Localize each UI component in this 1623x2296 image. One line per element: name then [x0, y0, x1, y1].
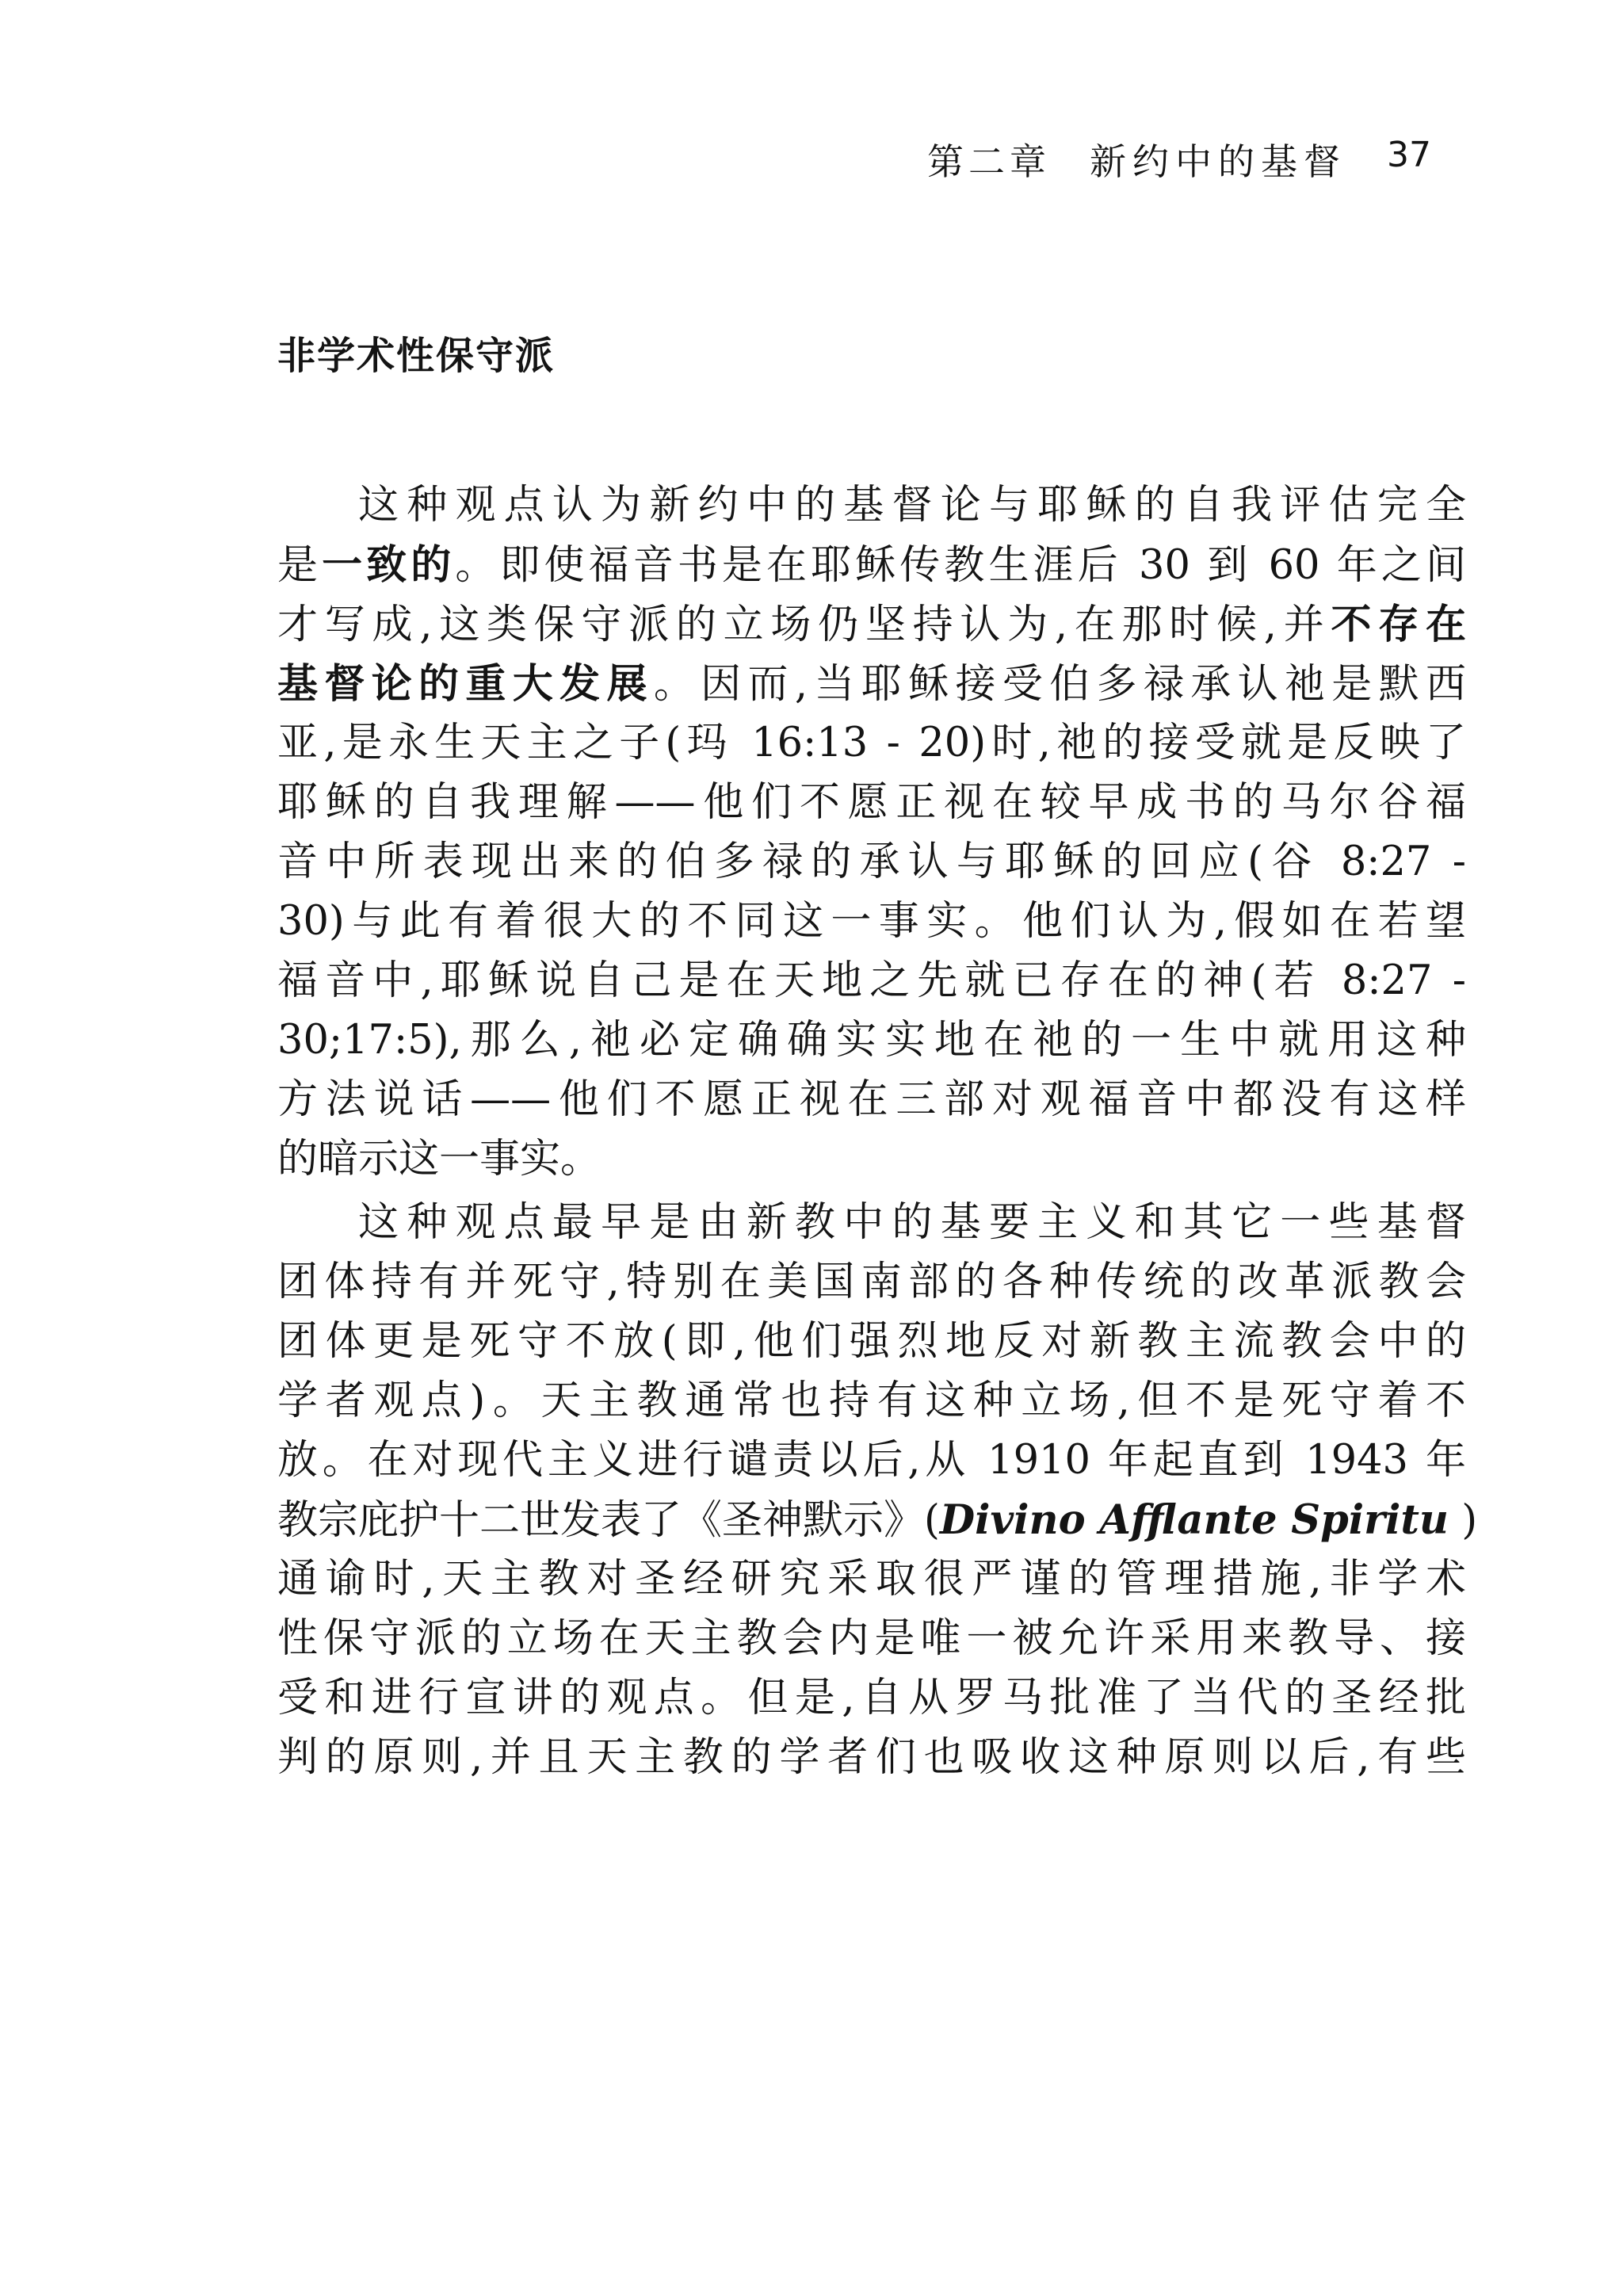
text-line: 团体更是死守不放(即,他们强烈地反对新教主流教会中的	[277, 1318, 1466, 1365]
text-run: 。因而,当耶稣接受伯多禄承认祂是默西	[653, 661, 1466, 708]
text-run: 是	[277, 542, 323, 589]
text-line: 亚,是永生天主之子(玛 16:13 - 20)时,祂的接受就是反映了	[277, 720, 1466, 766]
emphasis-text: 不存在	[1331, 601, 1466, 648]
text-line: 性保守派的立场在天主教会内是唯一被允许采用来教导、接	[277, 1615, 1466, 1662]
text-line: 受和进行宣讲的观点。但是,自从罗马批准了当代的圣经批	[277, 1675, 1466, 1721]
text-line: 学者观点)。天主教通常也持有这种立场,但不是死守着不	[277, 1377, 1466, 1424]
section-heading: 非学术性保守派	[277, 334, 556, 378]
text-line: 30;17:5),那么,祂必定确确实实地在祂的一生中就用这种	[277, 1017, 1466, 1064]
text-line: 音中所表现出来的伯多禄的承认与耶稣的回应(谷 8:27 -	[277, 839, 1466, 885]
text-line	[277, 597, 1466, 652]
page-number: 37	[1387, 135, 1431, 175]
text-line	[277, 656, 1466, 712]
text-line: 这种观点认为新约中的基督论与耶稣的自我评估完全	[358, 482, 1466, 529]
text-line: 30)与此有着很大的不同这一事实。他们认为,假如在若望	[277, 898, 1466, 945]
text-line: 方法说话——他们不愿正视在三部对观福音中都没有这样	[277, 1076, 1466, 1123]
text-run: 才写成,这类保守派的立场仍坚持认为,在那时候,并	[277, 602, 1331, 648]
text-line: 这种观点最早是由新教中的基要主义和其它一些基督	[358, 1199, 1466, 1246]
text-line: 通谕时,天主教对圣经研究采取很严谨的管理措施,非学术	[277, 1556, 1466, 1603]
text-run: 。即使福音书是在耶稣传教生涯后 30 到 60 年之间	[455, 542, 1466, 589]
running-head	[888, 133, 1458, 189]
latin-title: Divino Afflante Spiritu	[939, 1496, 1449, 1544]
running-head-title: 新约中的基督	[1090, 140, 1346, 183]
text-line	[277, 1492, 1478, 1548]
emphasis-text: 一致的	[322, 541, 456, 589]
emphasis-text: 基督论的重大发展	[277, 660, 654, 708]
text-line: 福音中,耶稣说自己是在天地之先就已存在的神(若 8:27 -	[277, 957, 1466, 1004]
running-head-chapter: 第二章	[927, 140, 1051, 183]
text-run: )	[1449, 1497, 1478, 1544]
text-line	[277, 537, 1466, 593]
text-line: 放。在对现代主义进行谴责以后,从 1910 年起直到 1943 年	[277, 1437, 1466, 1484]
text-run: 教宗庇护十二世发表了《圣神默示》(	[277, 1497, 940, 1544]
text-line: 团体持有并死守,特别在美国南部的各种传统的改革派教会	[277, 1259, 1466, 1305]
text-line: 耶稣的自我理解——他们不愿正视在较早成书的马尔谷福	[277, 779, 1466, 826]
text-line: 判的原则,并且天主教的学者们也吸收这种原则以后,有些	[277, 1734, 1466, 1781]
text-line: 的暗示这一事实。	[277, 1136, 601, 1182]
